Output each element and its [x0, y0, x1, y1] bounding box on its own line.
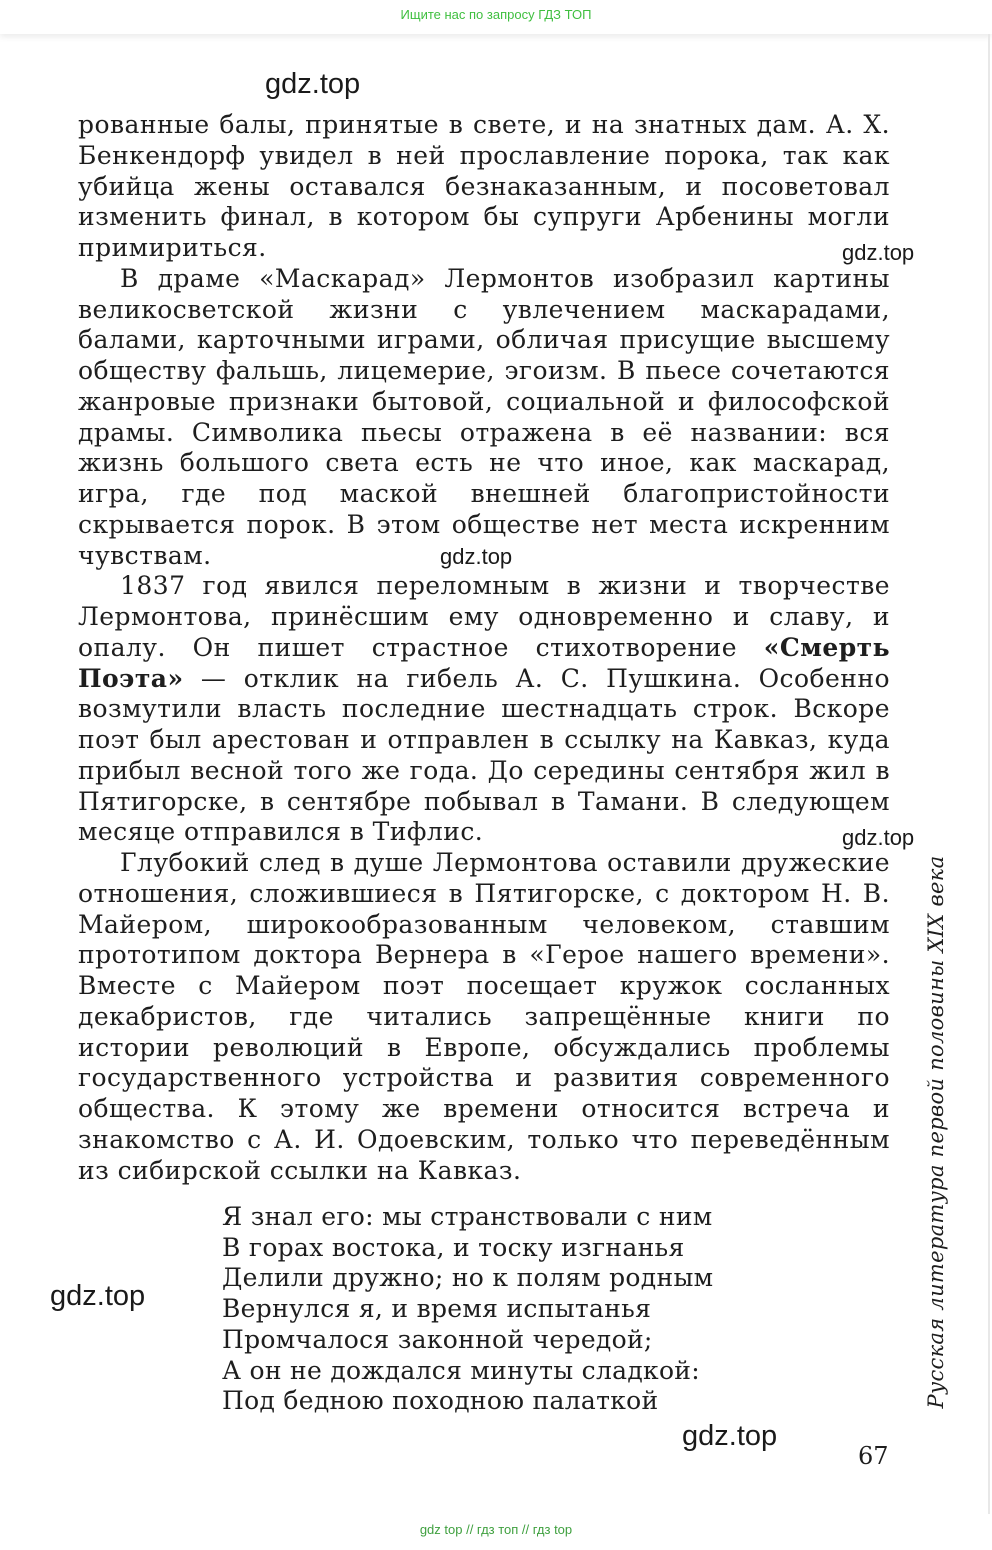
poem-line: Делили дружно; но к полям родным	[222, 1263, 714, 1293]
page-number: 67	[858, 1442, 889, 1470]
paragraph-3-start: 1837 год явился переломным в жизни и творчестве Лермонтова, принёсшим ему одновременно и славу, и опалу. Он пишет страстное стихотворение	[78, 571, 890, 662]
running-side-title: Русская литература первой половины XIX века	[924, 855, 948, 1409]
watermark-left: gdz.top	[50, 1280, 146, 1312]
watermark-center: gdz.top	[440, 544, 513, 569]
poem-line: Промчалося законной чередой;	[222, 1324, 653, 1354]
poem-title-bold: «Смерть Поэта»	[78, 632, 890, 693]
page-edge-divider	[988, 34, 990, 1514]
paragraph-2: В драме «Маскарад» Лермонтов изобразил картины великосветской жизни с увлечением маскарадами, балами, карточными играми, обличая присущие высшему обществу фальшь, лицемерие, эгоизм. В пьесе сочетаются жанровые признаки бытовой, социальной и философской драмы. Символика пьесы отражена в её названии: вся жизнь большого света есть не что иное, как маскарад, игра, где под маской внешней благопристойности скрывается порок. В этом обществе нет места искренним чувствам.	[78, 263, 890, 570]
paragraph-3-end: — отклик на гибель А. С. Пушкина. Особенно возмутили власть последние шестнадцать строк. Вскоре поэт был арестован и отправлен в ссылку на Кавказ, куда прибыл весной того же года. До середины сентября жил в Пятигорске, в сентябре побывал в Тамани. В следующем месяце отправился в Тифлис.	[78, 663, 890, 847]
paragraph-4: Глубокий след в душе Лермонтова оставили дружеские отношения, сложившиеся в Пятигорске, с доктором Н. В. Майером, широкообразованным человеком, ставшим прототипом доктора Вернера в «Герое нашего времени». Вместе с Майером поэт посещает кружок сосланных декабристов, где читались запрещённые книги по истории революций в Европе, обсуждались проблемы государственного устройства и развития современного общества. К этому же времени относится встреча и знакомство с А. И. Одоевским, только что переведённым из сибирской ссылки на Кавказ.	[78, 848, 890, 1185]
page-text	[78, 110, 890, 1186]
watermark-right-2: gdz.top	[842, 825, 915, 850]
footer-links[interactable]: gdz top // гдз топ // гдз top	[419, 1522, 573, 1537]
watermark-bottom: gdz.top	[682, 1420, 778, 1452]
poem-line: Под бедною походною палаткой	[222, 1386, 659, 1416]
poem-line: Я знал его: мы странствовали с ним	[222, 1202, 713, 1231]
top-search-banner[interactable]: Ищите нас по запросу ГДЗ ТОП	[0, 0, 992, 34]
poem-line: В горах востока, и тоску изгнанья	[222, 1232, 685, 1262]
paragraph-1: рованные балы, принятые в свете, и на знатных дам. А. Х. Бенкендорф увидел в ней прославление порока, так как убийца жены оставался безнаказанным, и посоветовал изменить финал, в котором бы супруги Арбенины могли примириться.	[78, 110, 890, 262]
poem-line: Вернулся я, и время испытанья	[222, 1294, 652, 1324]
watermark-right-1: gdz.top	[842, 240, 915, 265]
watermark-top: gdz.top	[265, 68, 361, 100]
paragraph-3	[78, 571, 890, 848]
poem-excerpt	[222, 1202, 782, 1417]
poem-line: А он не дождался минуты сладкой:	[222, 1355, 700, 1385]
